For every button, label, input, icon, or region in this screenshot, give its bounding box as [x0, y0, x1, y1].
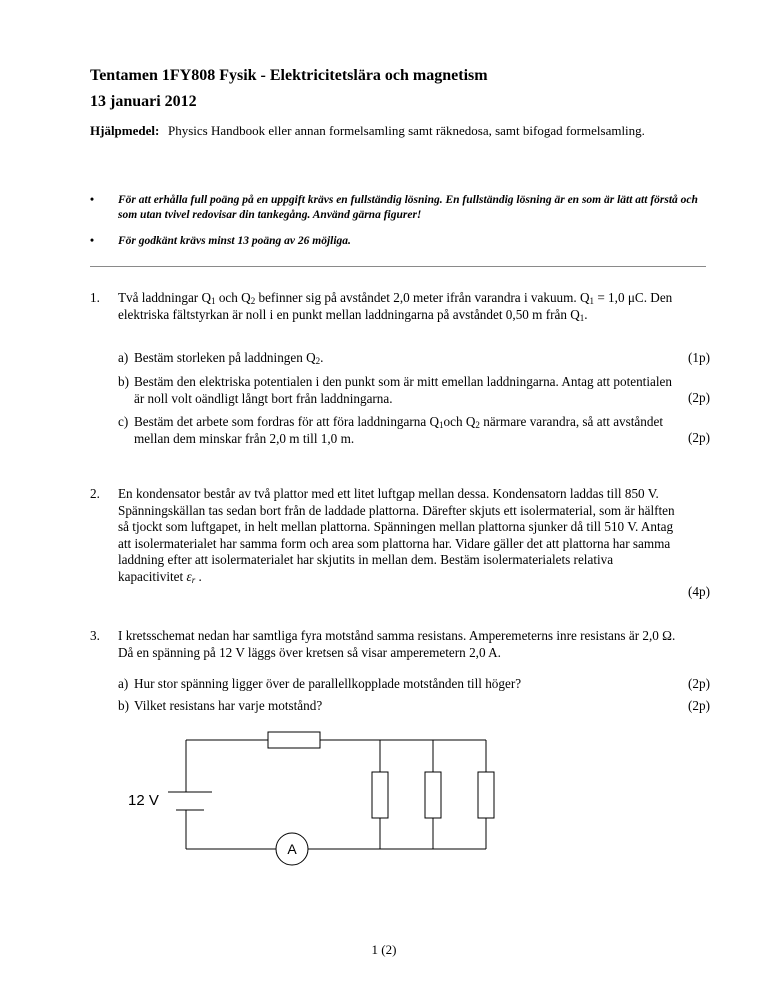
aids-label: Hjälpmedel: [90, 123, 160, 138]
aids-text: Physics Handbook eller annan formelsamling samt räknedosa, samt bifogad formelsamling. [168, 123, 645, 138]
question-number: 3. [90, 628, 100, 643]
question-3b: b) Vilket resistans har varje motstånd? [118, 698, 323, 713]
voltage-label: 12 V [128, 792, 159, 809]
question-3a: a) Hur stor spänning ligger över de parallellkopplade motstånden till höger? [118, 676, 522, 691]
instruction-item [90, 234, 710, 249]
instruction-pass-requirement: För godkänt krävs minst 13 poäng av 26 möjliga. [118, 235, 351, 247]
epsilon-symbol: ε [186, 568, 192, 584]
series-resistor [268, 732, 320, 748]
question-2 [90, 486, 710, 606]
page-number: 1 (2) [371, 942, 397, 957]
parallel-resistor-2 [425, 772, 441, 818]
bullet-icon: • [90, 194, 95, 206]
ammeter-label: A [287, 841, 297, 857]
question-1c: c) Bestäm det arbete som fordras för att föra laddningarna $Q_1och$ $Q_2$ närmare varandra, så att avståndet mellan dem minskar från 2,0 m till 1,0 m. [118, 414, 663, 446]
question-1 [90, 290, 710, 450]
question-number: 2. [90, 486, 100, 501]
question-text: En kondensator består av två plattor med ett litet luftgap mellan dessa. Kondensatorn laddas till 850 V. Spänningskällan tas sedan bort från de laddade plattorna. Därefter skjuts ett isolermaterial, som är hälften så tjockt som luftgapet, in helt mellan plattorna. Spänningen mellan plattorna sjunker då till 510 V. Antag att isolermaterialet har samma form och area som plattorna har. Vidare gäller det att plattorna har samma laddning efter att isolermaterialet har skjutits in mellan dem. Bestäm isolermaterialets relativa kapacitivitet $\varepsilon_r$ . [118, 486, 675, 585]
question-1a: a) Bestäm storleken på laddningen $Q_2$. [118, 350, 324, 366]
question-text: Två laddningar $Q_1$ och $Q_2$ befinner sig på avståndet 2,0 meter ifrån varandra i vakuum. $Q_1 = 1,0$ μC. Den elektriska fältstyrkan är noll i en punkt mellan laddningarna på avståndet 0,50 m från $Q_1$. [118, 290, 673, 323]
exam-title: Tentamen 1FY808 Fysik - Elektricitetslära och magnetism [90, 67, 488, 84]
points-badge: (2p) [688, 430, 710, 445]
points-badge: (4p) [688, 584, 710, 599]
exam-date: 13 januari 2012 [90, 93, 197, 110]
instruction-full-solution: För att erhålla full poäng på en uppgift krävs en fullständig lösning. En fullständig lösning är en som är lätt att förstå och som utan tvivel redovisar din tankegång. Använd gärna figurer! [118, 194, 698, 221]
points-badge: (2p) [688, 390, 710, 405]
question-number: 1. [90, 290, 100, 305]
question-1b: b) Bestäm den elektriska potentialen i den punkt som är mitt emellan laddningarna. Antag att potentialen är noll volt oändligt långt bort från laddningarna. [118, 374, 672, 406]
points-badge: (2p) [688, 676, 710, 691]
instruction-item [90, 193, 710, 223]
bullet-icon: • [90, 235, 95, 247]
question-text: I kretsschemat nedan har samtliga fyra motstånd samma resistans. Amperemeterns inre resistans är 2,0 Ω. Då en spänning på 12 V läggs över kretsen så visar amperemetern 2,0 A. [118, 628, 676, 660]
points-badge: (2p) [688, 698, 710, 713]
circuit-diagram [120, 724, 520, 874]
divider-line [90, 266, 706, 267]
points-badge: (1p) [688, 350, 710, 365]
parallel-resistor-1 [372, 772, 388, 818]
parallel-resistor-3 [478, 772, 494, 818]
instructions-list [90, 193, 710, 260]
question-3 [90, 628, 710, 718]
